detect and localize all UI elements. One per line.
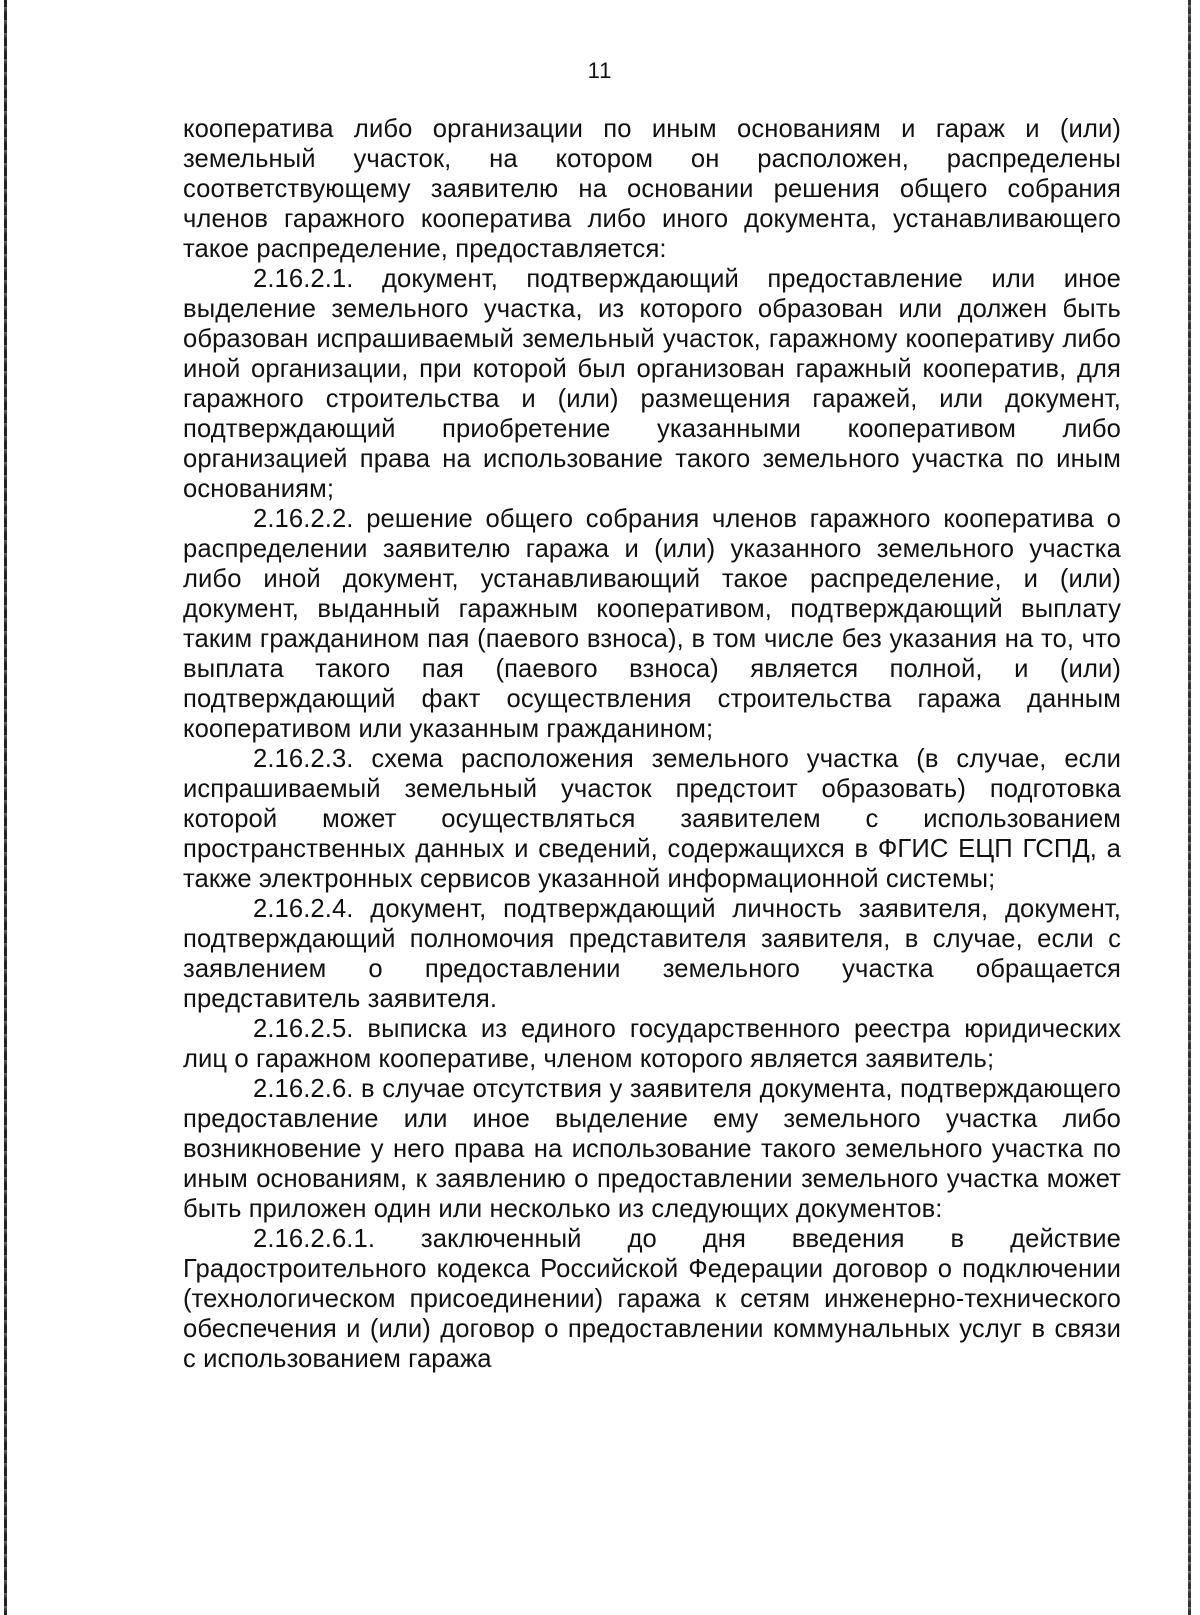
paragraph-continuation: кооператива либо организации по иным основаниям и гараж и (или) земельный участок, на котором он расположен, распределены соответствующему заявителю на основании решения общего собрания членов гаражного кооператива либо иного документа, устанавливающего такое распределение, предоставляется: [183,115,1121,263]
paragraph-2-16-2-1: 2.16.2.1. документ, подтверждающий предоставление или иное выделение земельного участка, из которого образован или должен быть образован испрашиваемый земельный участок, гаражному кооперативу либо иной организации, при которой был организован гаражный кооператив, для гаражного строительства и (или) размещения гаражей, или документ, подтверждающий приобретение указанными кооперативом либо организацией права на использование такого земельного участка по иным основаниям; [183,265,1121,503]
page-number: 11 [587,58,613,83]
scan-right-edge [1188,0,1191,1615]
paragraph-2-16-2-2: 2.16.2.2. решение общего собрания членов гаражного кооператива о распределении заявителю гаража и (или) указанного земельного участка либо иной документ, устанавливающий такое распределение, и (или) документ, выданный гаражным кооперативом, подтверждающий выплату таким гражданином пая (паевого взноса), в том числе без указания на то, что выплата такого пая (паевого взноса) является полной, и (или) подтверждающий факт осуществления строительства гаража данным кооперативом или указанным гражданином; [183,505,1121,743]
paragraph-2-16-2-4: 2.16.2.4. документ, подтверждающий личность заявителя, документ, подтверждающий полномочия представителя заявителя, в случае, если с заявлением о предоставлении земельного участка обращается представитель заявителя. [183,895,1121,1013]
document-body [183,114,1121,1374]
paragraph-2-16-2-5: 2.16.2.5. выписка из единого государственного реестра юридических лиц о гаражном кооперативе, членом которого является заявитель; [183,1015,1121,1073]
scan-left-edge [4,0,7,1615]
paragraph-2-16-2-6-1: 2.16.2.6.1. заключенный до дня введения в действие Градостроительного кодекса Российской Федерации договор о подключении (технологическом присоединении) гаража к сетям инженерно-технического обеспечения и (или) договор о предоставлении коммунальных услуг в связи с использованием гаража [183,1225,1121,1373]
paragraph-2-16-2-6: 2.16.2.6. в случае отсутствия у заявителя документа, подтверждающего предоставление или иное выделение ему земельного участка либо возникновение у него права на использование такого земельного участка по иным основаниям, к заявлению о предоставлении земельного участка может быть приложен один или несколько из следующих документов: [183,1075,1121,1223]
paragraph-2-16-2-3: 2.16.2.3. схема расположения земельного участка (в случае, если испрашиваемый земельный участок предстоит образовать) подготовка которой может осуществляться заявителем с использованием пространственных данных и сведений, содержащихся в ФГИС ЕЦП ГСПД, а также электронных сервисов указанной информационной системы; [183,745,1121,893]
